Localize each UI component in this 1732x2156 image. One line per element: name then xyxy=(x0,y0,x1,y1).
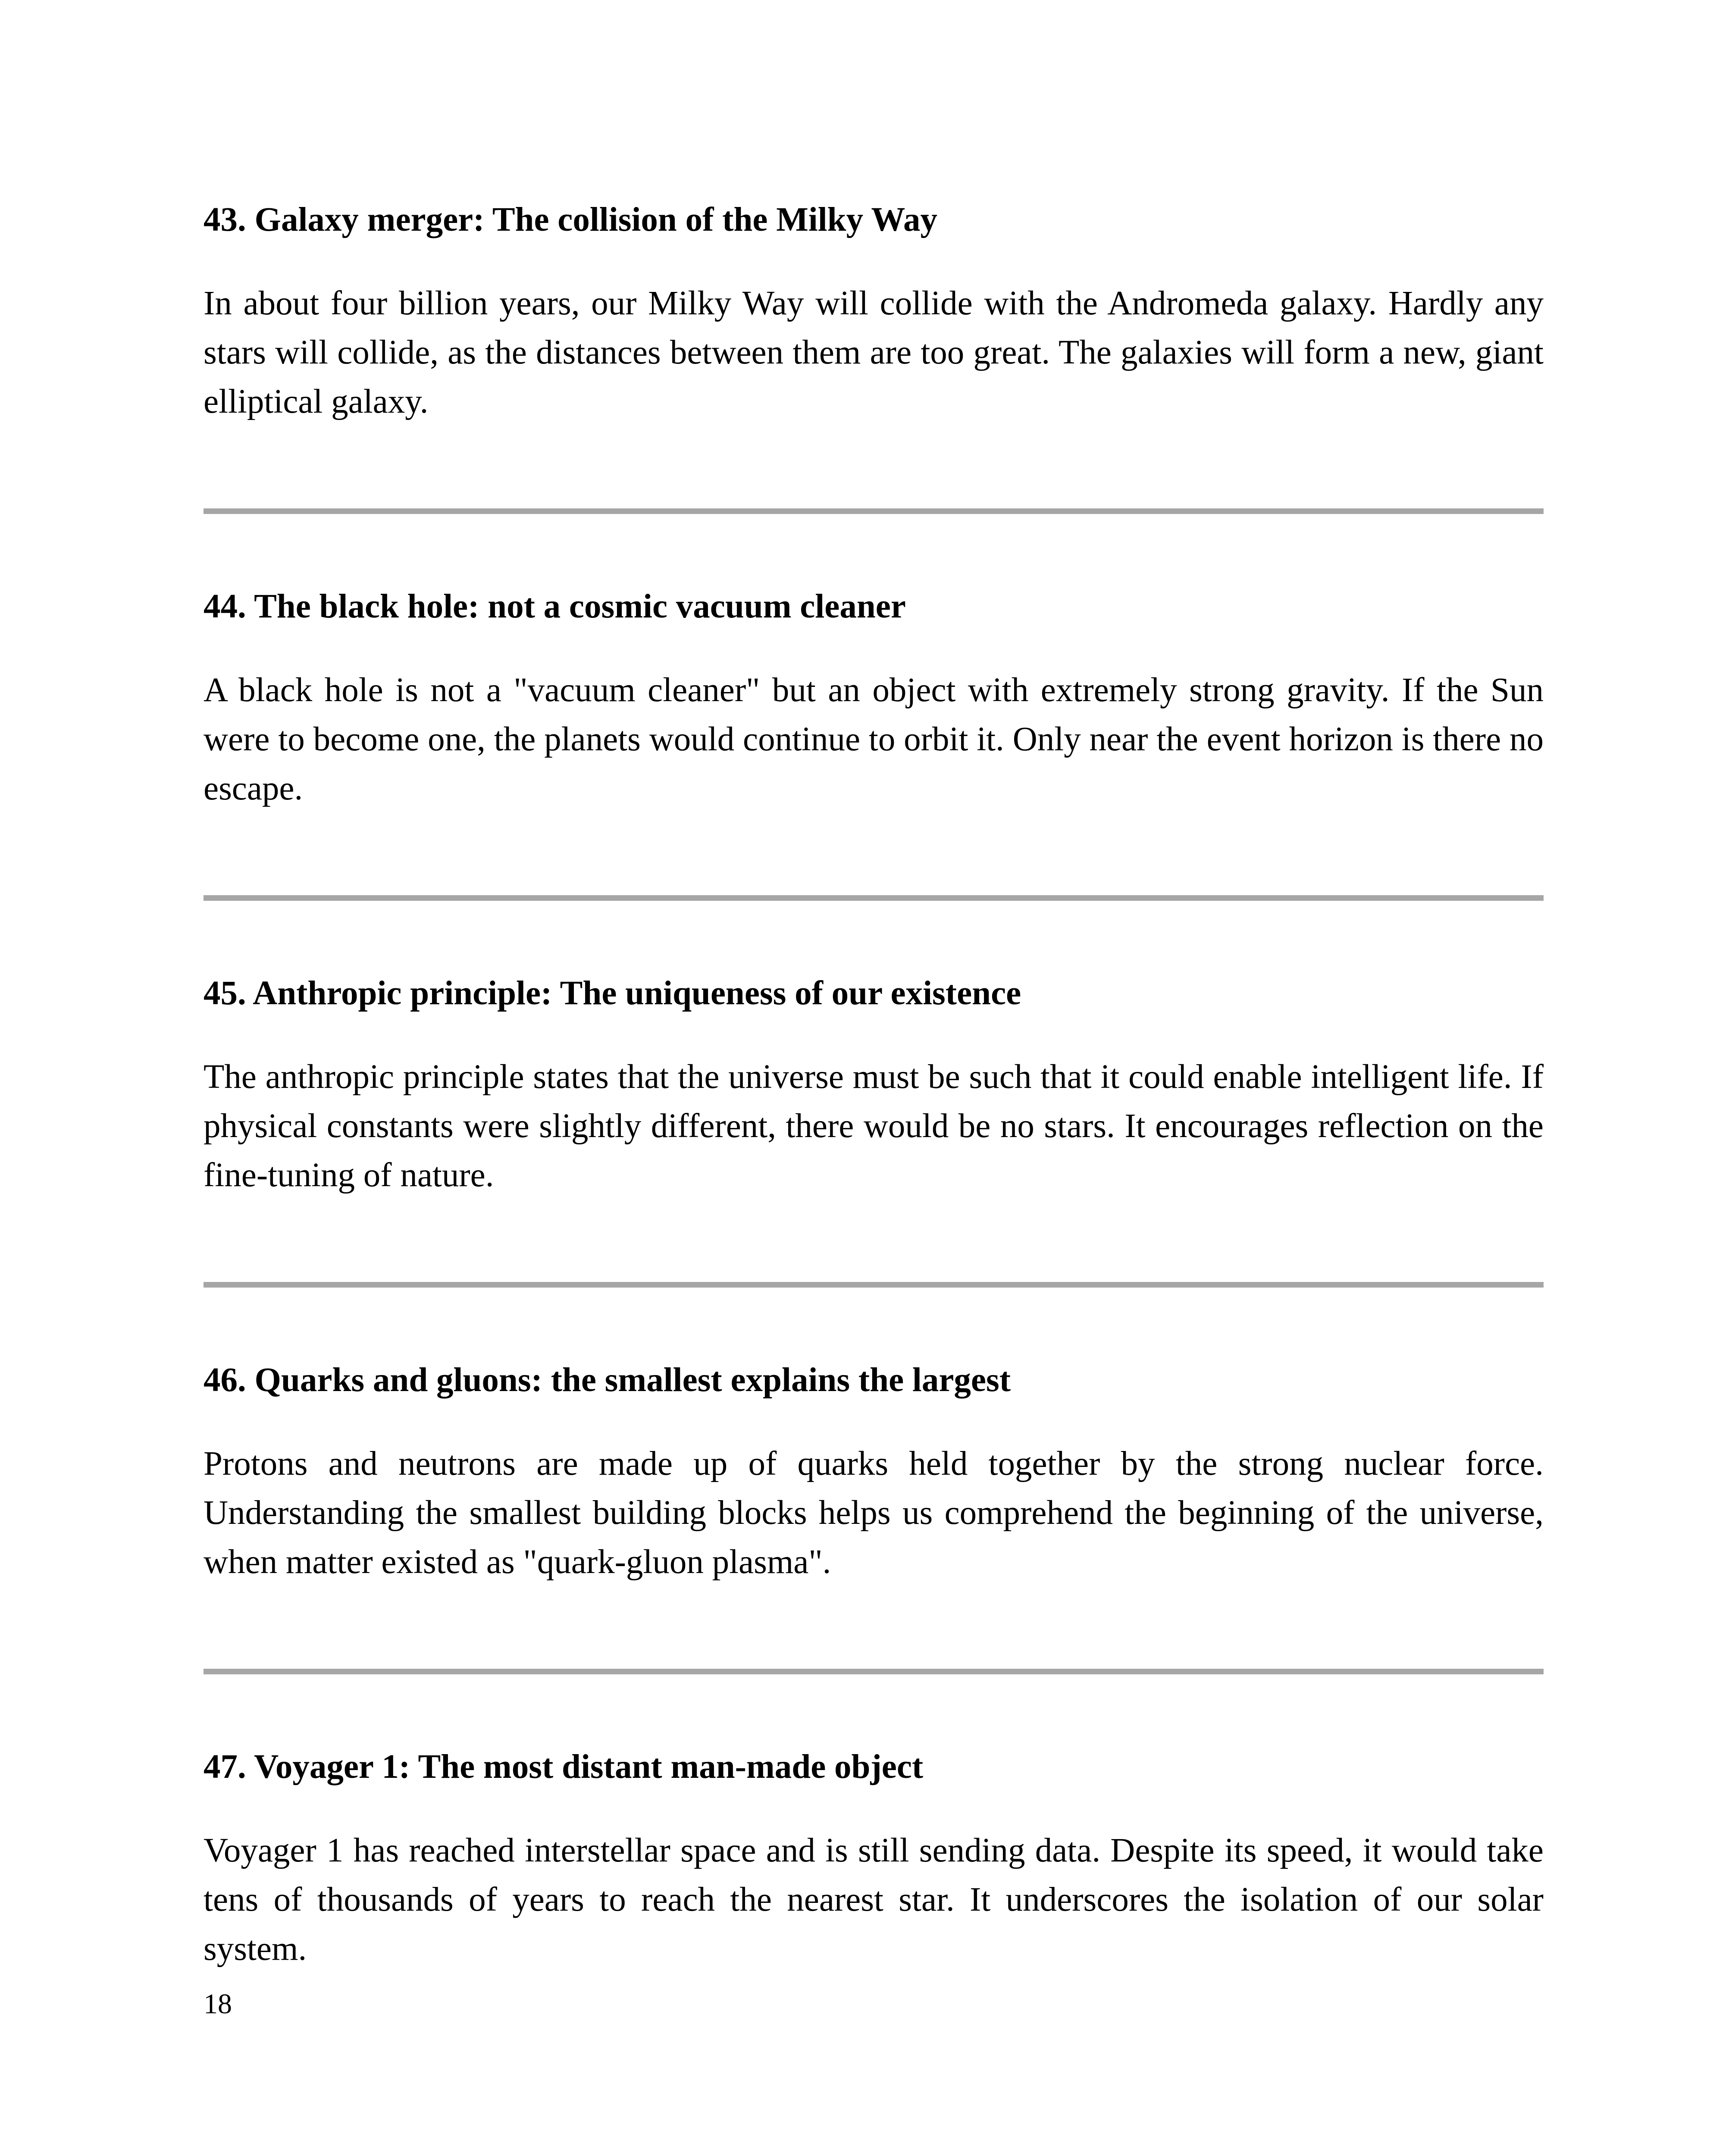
page-number: 18 xyxy=(204,1988,232,2020)
section-47 xyxy=(204,1743,1544,1974)
section-divider xyxy=(204,1282,1544,1288)
section-heading: 45. Anthropic principle: The uniqueness of our existence xyxy=(204,975,1021,1012)
section-divider xyxy=(204,508,1544,514)
section-45 xyxy=(204,970,1544,1200)
section-heading: 47. Voyager 1: The most distant man-made object xyxy=(204,1748,924,1786)
section-divider xyxy=(204,895,1544,901)
section-heading: 44. The black hole: not a cosmic vacuum cleaner xyxy=(204,588,906,625)
section-44 xyxy=(204,583,1544,813)
section-body: The anthropic principle states that the universe must be such that it could enable intelligent life. If physical constants were slightly different, there would be no stars. It encourages reflection on the fine-tuning of nature. xyxy=(204,1058,1544,1194)
section-heading: 46. Quarks and gluons: the smallest explains the largest xyxy=(204,1361,1011,1399)
section-43 xyxy=(204,196,1544,426)
section-body: Voyager 1 has reached interstellar space and is still sending data. Despite its speed, it would take tens of thousands of years to reach the nearest star. It underscores the isolation of our solar system. xyxy=(204,1832,1544,1968)
section-46 xyxy=(204,1357,1544,1587)
page-content xyxy=(204,196,1544,1974)
section-divider xyxy=(204,1669,1544,1674)
section-body: In about four billion years, our Milky Way will collide with the Andromeda galaxy. Hardly any stars will collide, as the distances between them are too great. The galaxies will form a new, giant elliptical galaxy. xyxy=(204,285,1544,420)
section-body: A black hole is not a "vacuum cleaner" but an object with extremely strong gravity. If the Sun were to become one, the planets would continue to orbit it. Only near the event horizon is there no escape. xyxy=(204,671,1544,807)
section-heading: 43. Galaxy merger: The collision of the Milky Way xyxy=(204,201,938,238)
section-body: Protons and neutrons are made up of quarks held together by the strong nuclear force. Understanding the smallest building blocks helps us comprehend the beginning of the universe, when matter existed as "quark-gluon plasma". xyxy=(204,1445,1544,1581)
